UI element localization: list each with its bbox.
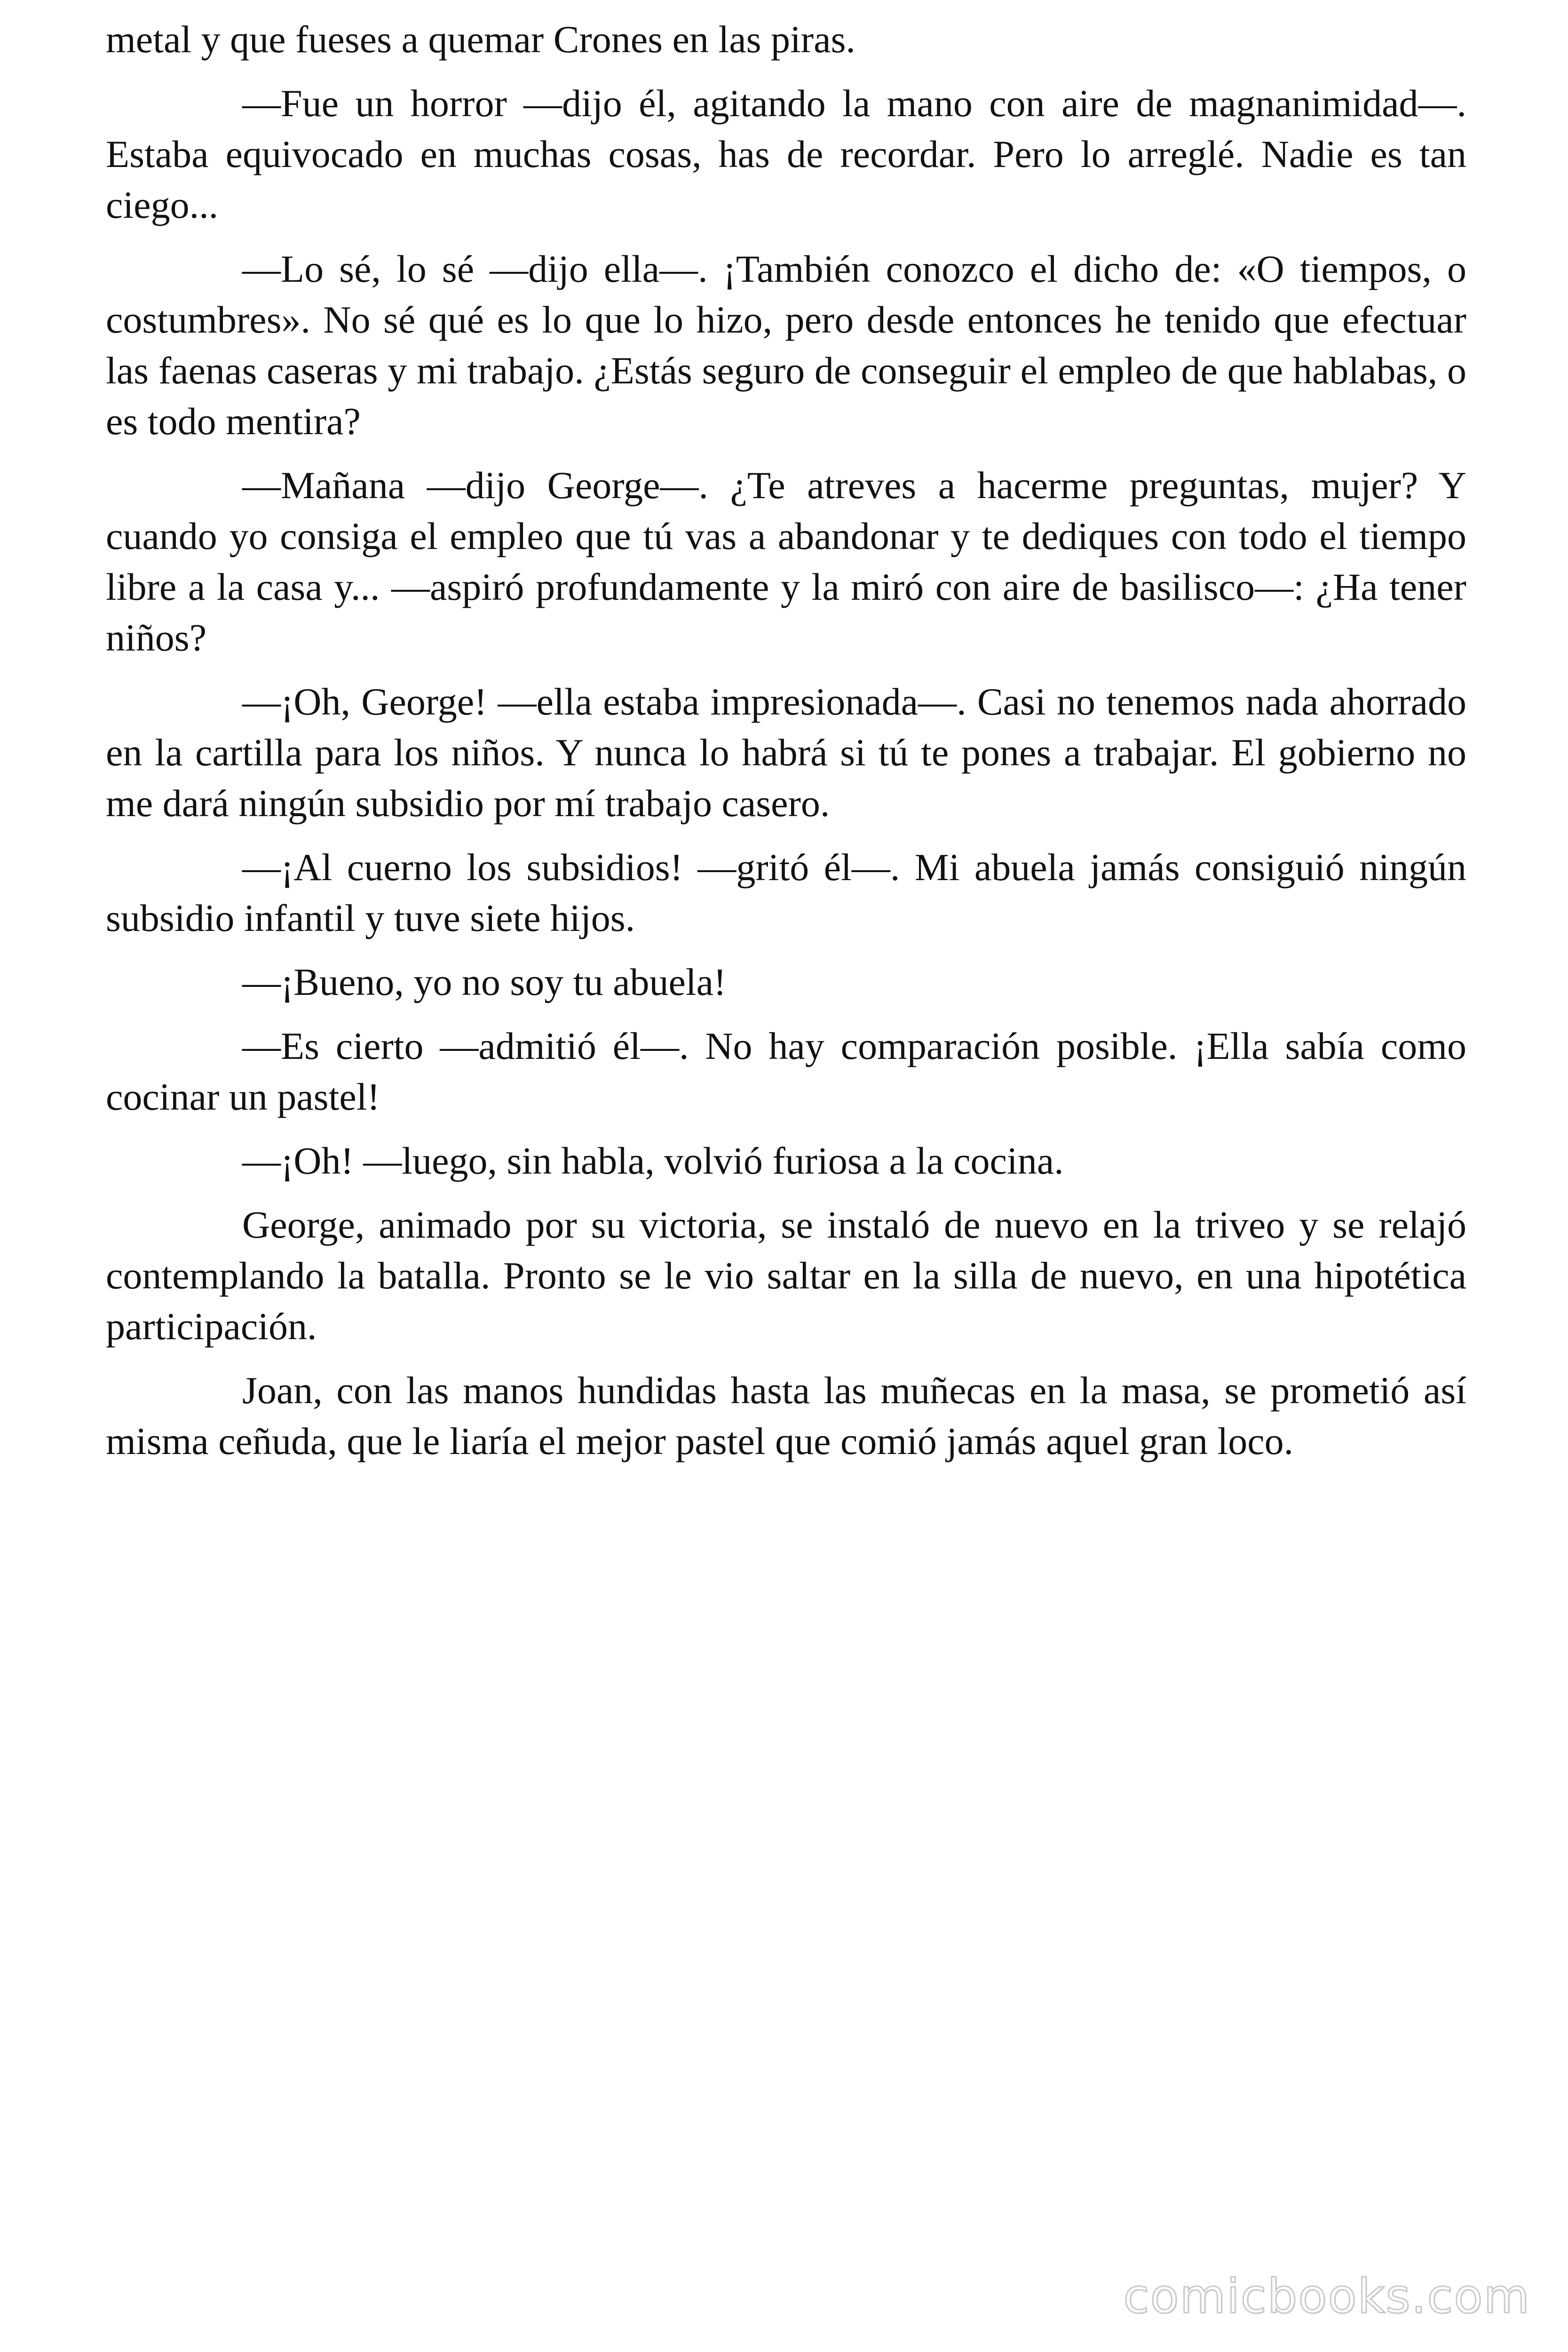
- paragraph-11: Joan, con las manos hundidas hasta las muñecas en la masa, se prometió así misma ceñuda, que le liaría el mejor pastel que comió jamás aquel gran loco.: [106, 1369, 1466, 1462]
- paragraph-5: —¡Oh, George! —ella estaba impresionada—. Casi no tenemos nada ahorrado en la cartilla para los niños. Y nunca lo habrá si tú te pones a trabajar. El gobierno no me dará ningún subsidio por mí trabajo casero.: [106, 680, 1466, 825]
- paragraph-9: —¡Oh! —luego, sin habla, volvió furiosa a la cocina.: [242, 1139, 1064, 1182]
- paragraph-2: —Fue un horror —dijo él, agitando la mano con aire de magnanimidad—. Estaba equivocado en muchas cosas, has de recordar. Pero lo arreglé. Nadie es tan ciego...: [106, 82, 1466, 226]
- paragraph-8: —Es cierto —admitió él—. No hay comparación posible. ¡Ella sabía como cocinar un pastel!: [106, 1025, 1466, 1118]
- paragraph-7: —¡Bueno, yo no soy tu abuela!: [242, 961, 727, 1003]
- document-page: [106, 14, 1466, 1480]
- watermark-logo: comicbooks.com: [1123, 2269, 1530, 2324]
- paragraph-10: George, animado por su victoria, se instaló de nuevo en la triveo y se relajó contemplando la batalla. Pronto se le vio saltar en la silla de nuevo, en una hipotética participación.: [106, 1203, 1466, 1348]
- paragraph-3: —Lo sé, lo sé —dijo ella—. ¡También conozco el dicho de: «O tiempos, o costumbres». No sé qué es lo que lo hizo, pero desde entonces he tenido que efectuar las faenas caseras y mi trabajo. ¿Estás seguro de conseguir el empleo de que hablabas, o es todo mentira?: [106, 247, 1466, 443]
- paragraph-4: —Mañana —dijo George—. ¿Te atreves a hacerme preguntas, mujer? Y cuando yo consiga el empleo que tú vas a abandonar y te dediques con todo el tiempo libre a la casa y... —aspiró profundamente y la miró con aire de basilisco—: ¿Ha tener niños?: [106, 464, 1466, 659]
- paragraph-6: —¡Al cuerno los subsidios! —gritó él—. Mi abuela jamás consiguió ningún subsidio infantil y tuve siete hijos.: [106, 846, 1466, 939]
- paragraph-1: metal y que fueses a quemar Crones en las piras.: [106, 18, 855, 61]
